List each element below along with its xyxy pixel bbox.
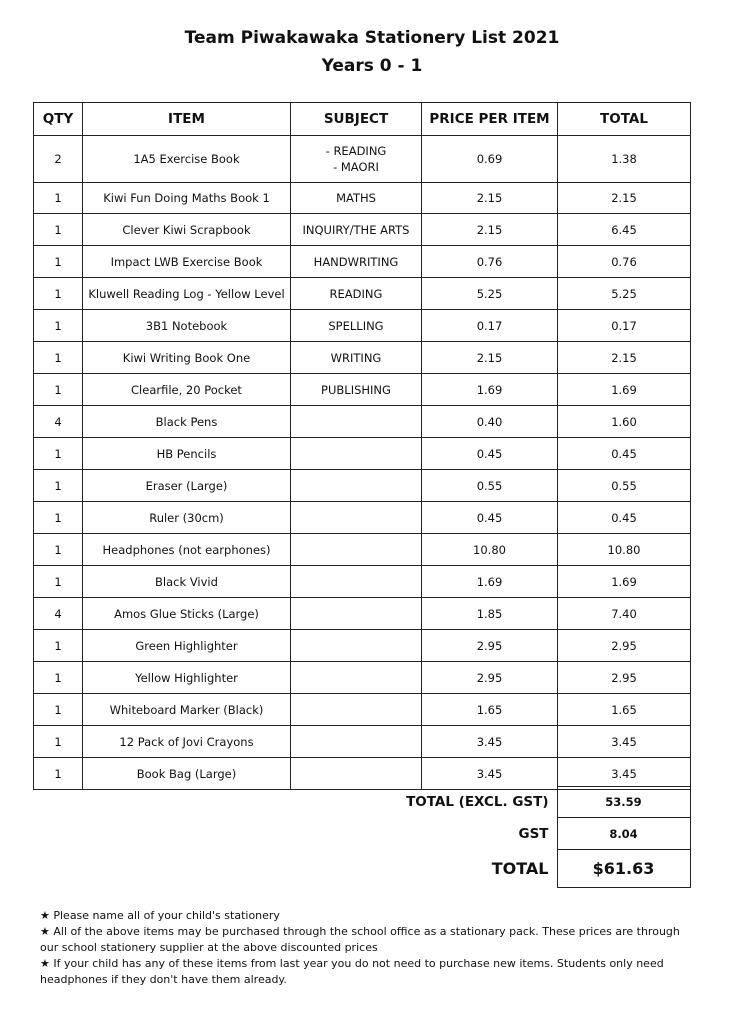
item-cell: Yellow Highlighter <box>83 662 291 694</box>
table-row <box>34 534 691 566</box>
subject-label: HANDWRITING <box>313 254 399 269</box>
table-row <box>34 136 691 183</box>
subject-cell <box>291 598 422 630</box>
table-row <box>34 310 691 342</box>
total-cell: 1.38 <box>558 136 691 183</box>
table-row <box>34 758 691 790</box>
total-cell: 10.80 <box>558 534 691 566</box>
total-excl-gst-label: TOTAL (EXCL. GST) <box>406 794 549 810</box>
qty-cell: 1 <box>34 183 83 214</box>
totals-table <box>33 786 691 888</box>
qty-cell: 1 <box>34 278 83 310</box>
table-row <box>34 438 691 470</box>
gst-value: 8.04 <box>557 818 690 850</box>
subject-label: - READING <box>325 144 387 158</box>
price-cell: 2.15 <box>422 183 558 214</box>
subject-cell <box>291 470 422 502</box>
item-cell: 1A5 Exercise Book <box>83 136 291 183</box>
qty-cell: 1 <box>34 246 83 278</box>
total-cell: 1.65 <box>558 694 691 726</box>
subject-cell <box>291 438 422 470</box>
note-name-stationery: ★ Please name all of your child's stationery <box>40 909 280 922</box>
item-cell: Book Bag (Large) <box>83 758 291 790</box>
subject-cell <box>291 662 422 694</box>
total-cell: 1.69 <box>558 566 691 598</box>
qty-cell: 1 <box>34 374 83 406</box>
subject-cell <box>291 183 422 214</box>
total-cell: 6.45 <box>558 214 691 246</box>
total-cell: 1.60 <box>558 406 691 438</box>
subject-cell <box>291 502 422 534</box>
item-cell: Eraser (Large) <box>83 470 291 502</box>
qty-cell: 1 <box>34 214 83 246</box>
table-row <box>34 662 691 694</box>
table-row <box>34 598 691 630</box>
qty-cell: 1 <box>34 694 83 726</box>
price-cell: 10.80 <box>422 534 558 566</box>
qty-cell: 1 <box>34 342 83 374</box>
notes <box>40 908 700 988</box>
total-cell: 2.15 <box>558 342 691 374</box>
total-excl-gst-value: 53.59 <box>557 787 690 818</box>
table-row <box>34 214 691 246</box>
item-cell: Clever Kiwi Scrapbook <box>83 214 291 246</box>
price-cell: 1.65 <box>422 694 558 726</box>
total-cell: 0.45 <box>558 438 691 470</box>
price-cell: 0.17 <box>422 310 558 342</box>
item-cell: 12 Pack of Jovi Crayons <box>83 726 291 758</box>
grand-total-label: TOTAL <box>491 859 549 878</box>
qty-cell: 1 <box>34 630 83 662</box>
total-cell: 0.76 <box>558 246 691 278</box>
subject-cell <box>291 136 422 183</box>
item-cell: Headphones (not earphones) <box>83 534 291 566</box>
table-row <box>34 566 691 598</box>
qty-cell: 1 <box>34 726 83 758</box>
item-cell: 3B1 Notebook <box>83 310 291 342</box>
subject-label: PUBLISHING <box>321 382 391 397</box>
total-excl-gst-row <box>33 787 690 818</box>
table-row <box>34 374 691 406</box>
qty-cell: 1 <box>34 566 83 598</box>
total-cell: 0.45 <box>558 502 691 534</box>
subject-cell <box>291 758 422 790</box>
qty-cell: 4 <box>34 406 83 438</box>
price-cell: 2.95 <box>422 662 558 694</box>
column-header-qty: QTY <box>34 103 83 136</box>
table-row <box>34 183 691 214</box>
subject-cell <box>291 534 422 566</box>
item-cell: Kluwell Reading Log - Yellow Level <box>83 278 291 310</box>
price-cell: 2.95 <box>422 630 558 662</box>
total-cell: 3.45 <box>558 726 691 758</box>
item-cell: HB Pencils <box>83 438 291 470</box>
qty-cell: 1 <box>34 534 83 566</box>
price-cell: 2.15 <box>422 214 558 246</box>
subject-cell <box>291 214 422 246</box>
item-cell: Clearfile, 20 Pocket <box>83 374 291 406</box>
price-cell: 0.55 <box>422 470 558 502</box>
table-row <box>34 342 691 374</box>
price-cell: 0.76 <box>422 246 558 278</box>
table-row <box>34 502 691 534</box>
price-cell: 0.69 <box>422 136 558 183</box>
qty-cell: 4 <box>34 598 83 630</box>
total-cell: 0.17 <box>558 310 691 342</box>
price-cell: 5.25 <box>422 278 558 310</box>
total-cell: 1.69 <box>558 374 691 406</box>
subject-cell <box>291 278 422 310</box>
qty-cell: 1 <box>34 662 83 694</box>
qty-cell: 1 <box>34 310 83 342</box>
price-cell: 1.69 <box>422 374 558 406</box>
price-cell: 3.45 <box>422 726 558 758</box>
qty-cell: 1 <box>34 438 83 470</box>
subject-cell <box>291 566 422 598</box>
subject-cell <box>291 726 422 758</box>
subject-cell <box>291 406 422 438</box>
note-stationary-pack: ★ All of the above items may be purchased through the school office as a stationary pack. These prices are through our school stationery supplier at the above discounted prices <box>40 925 680 954</box>
price-cell: 0.45 <box>422 502 558 534</box>
grand-total-value: $61.63 <box>557 850 690 888</box>
qty-cell: 1 <box>34 470 83 502</box>
subject-label: WRITING <box>330 350 382 365</box>
note-previous-items: ★ If your child has any of these items from last year you do not need to purchase new items. Students only need headphones if they don't have them already. <box>40 957 664 986</box>
item-cell: Whiteboard Marker (Black) <box>83 694 291 726</box>
price-cell: 0.40 <box>422 406 558 438</box>
stationery-table <box>33 102 691 790</box>
total-cell: 7.40 <box>558 598 691 630</box>
subject-label: SPELLING <box>328 318 384 333</box>
subject-label: MATHS <box>336 191 376 205</box>
subject-label: READING <box>329 286 383 301</box>
item-cell: Kiwi Fun Doing Maths Book 1 <box>83 183 291 214</box>
subject-label: INQUIRY/THE ARTS <box>302 222 410 237</box>
price-cell: 0.45 <box>422 438 558 470</box>
qty-cell: 1 <box>34 758 83 790</box>
column-header-price: PRICE PER ITEM <box>422 103 558 136</box>
item-cell: Black Vivid <box>83 566 291 598</box>
gst-row <box>33 818 690 850</box>
price-cell: 3.45 <box>422 758 558 790</box>
subject-cell <box>291 246 422 278</box>
page-title: Team Piwakawaka Stationery List 2021 <box>184 28 560 48</box>
subject-cell <box>291 310 422 342</box>
item-cell: Ruler (30cm) <box>83 502 291 534</box>
gst-label: GST <box>518 825 549 842</box>
subject-cell <box>291 630 422 662</box>
page-subtitle: Years 0 - 1 <box>321 56 423 76</box>
price-cell: 2.15 <box>422 342 558 374</box>
table-row <box>34 630 691 662</box>
total-cell: 3.45 <box>558 758 691 790</box>
subject-cell <box>291 694 422 726</box>
subject-cell <box>291 374 422 406</box>
item-cell: Impact LWB Exercise Book <box>83 246 291 278</box>
item-cell: Black Pens <box>83 406 291 438</box>
price-cell: 1.69 <box>422 566 558 598</box>
column-header-total: TOTAL <box>558 103 691 136</box>
table-row <box>34 470 691 502</box>
table-row <box>34 694 691 726</box>
qty-cell: 2 <box>34 136 83 183</box>
column-header-subject: SUBJECT <box>291 103 422 136</box>
total-cell: 2.95 <box>558 662 691 694</box>
item-cell: Green Highlighter <box>83 630 291 662</box>
table-row <box>34 726 691 758</box>
subject-label: - MAORI <box>333 160 379 174</box>
table-row <box>34 406 691 438</box>
column-header-item: ITEM <box>83 103 291 136</box>
item-cell: Kiwi Writing Book One <box>83 342 291 374</box>
price-cell: 1.85 <box>422 598 558 630</box>
subject-cell <box>291 342 422 374</box>
item-cell: Amos Glue Sticks (Large) <box>83 598 291 630</box>
total-cell: 2.15 <box>558 183 691 214</box>
total-cell: 5.25 <box>558 278 691 310</box>
table-row <box>34 278 691 310</box>
table-row <box>34 246 691 278</box>
total-cell: 0.55 <box>558 470 691 502</box>
total-cell: 2.95 <box>558 630 691 662</box>
table-header-row <box>34 103 691 136</box>
grand-total-row <box>33 850 690 888</box>
qty-cell: 1 <box>34 502 83 534</box>
